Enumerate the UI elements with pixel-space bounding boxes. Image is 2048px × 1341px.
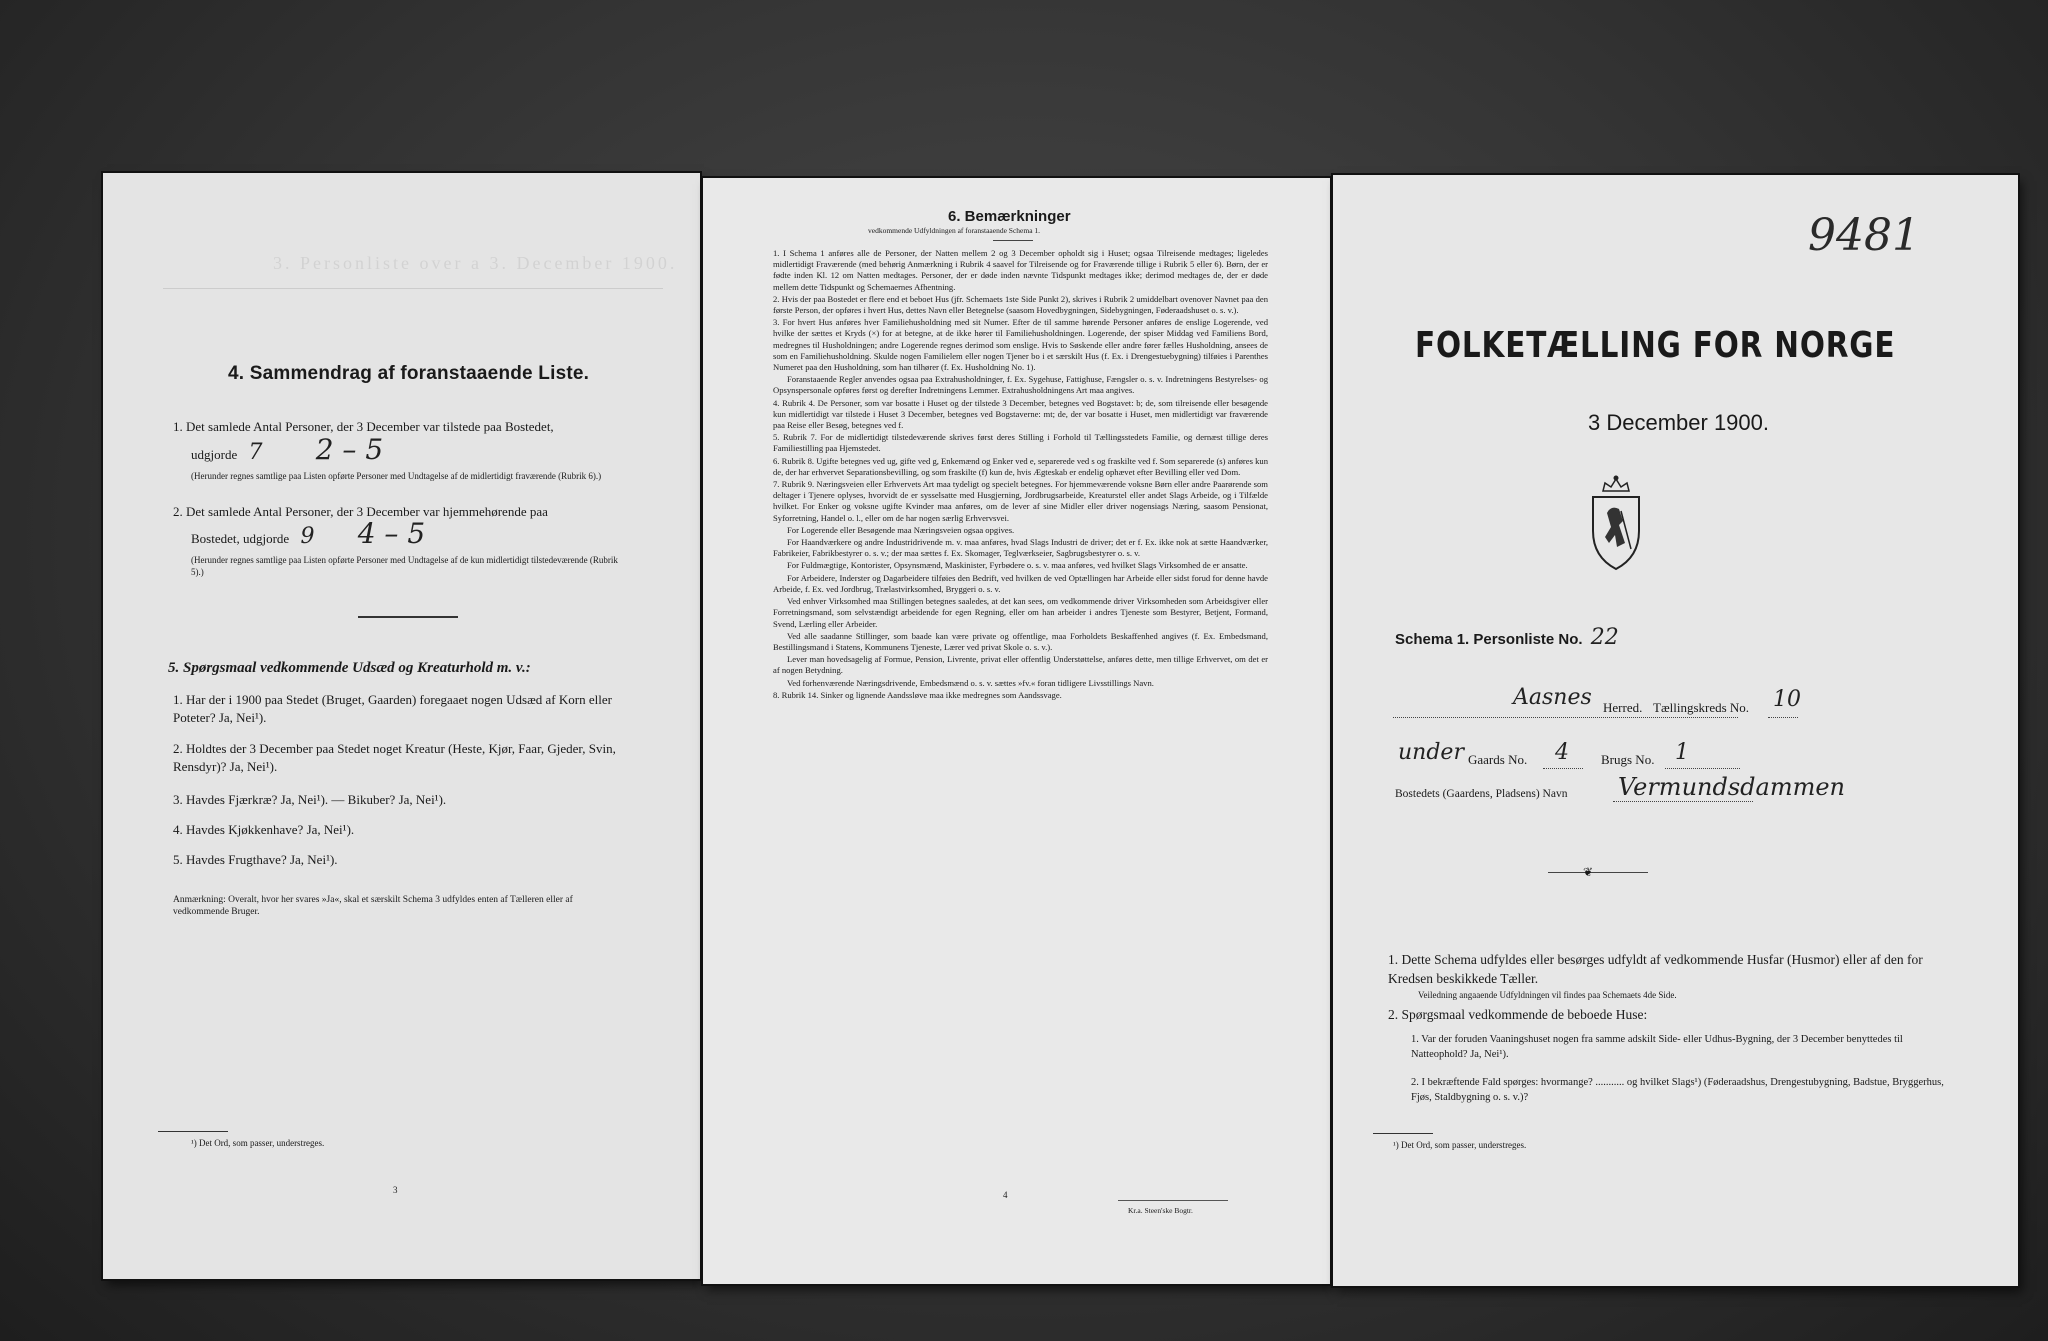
remark-6: 6. Rubrik 8. Ugifte betegnes ved ug, gifte ved g, Enkemænd og Enker ved e, separerede ved s og fraskilte ved f. Som separerede (s) anføres kun de, der har erhvervet Separationsbevilling, og som fraskilte (f) kun de, hvis Ægteskab er endelig ophævet efter Bevilling eller ved Dom. <box>773 455 1268 477</box>
printer-rule <box>1118 1200 1228 1201</box>
faint-rule <box>163 288 663 289</box>
remark-7f: Ved enhver Virksomhed maa Stillingen betegnes saaledes, at det kan sees, om vedkommende driver Virksomheden som Arbeidsgiver eller Forretningsmand, som selvstændigt arbeidende for egen Regning, eller om han arbeider i andres Tjeneste som Bestyrer, Betjent, Formand, Svend, Lærling eller Arbeider. <box>773 596 1268 629</box>
herred-label: Herred. <box>1603 700 1643 715</box>
remark-7g: Ved alle saadanne Stillinger, som baade kan være private og offentlige, maa Forholdets Beskaffenhed angives (f. Ex. Embedsmand, Bestillingsmand i Statens, Kommunens Tjeneste, Lærer ved privat Skole o. s. v.). <box>773 630 1268 652</box>
item2-bostedet: Bostedet, udgjorde 9 4 – 5 <box>191 517 426 550</box>
remark-4: 4. Rubrik 4. De Personer, som var bosatte i Huset og der tilstede 3 December, betegnes ved Bogstavet: b; de, som tilreisende eller besøgende kun midlertidigt var tilstede i Huset 3 December, betegnes ved Bogstaverne: mt; de, der var bosatte i Huset, men midlertidigt var fraværende paa Reise eller Besøg, betegnes ved f. <box>773 397 1268 431</box>
coat-of-arms-icon <box>1581 473 1651 573</box>
section-4-title: 4. Sammendrag af foranstaaende Liste. <box>228 363 590 384</box>
remarks-title: 6. Bemærkninger <box>948 208 1071 225</box>
question-4: 4. Havdes Kjøkkenhave? Ja, Nei¹). <box>173 822 355 837</box>
schema-number: 22 <box>1590 625 1619 650</box>
remark-3b: Foranstaaende Regler anvendes ogsaa paa Extrahusholdninger, f. Ex. Sygehuse, Fattighuse, Fængsler o. s. v. Indretningens Bestyrelses- og Opsynspersonale opføres først og derefter Indretningens Lemmer. Extrahusholdningens Art maa angives. <box>773 374 1268 396</box>
printer-credit: Kr.a. Steen'ske Bogtr. <box>1128 1206 1193 1215</box>
question-5: 5. Havdes Frugthave? Ja, Nei¹). <box>173 852 338 867</box>
remark-7i: Ved forhenværende Næringsdrivende, Embedsmænd o. s. v. sættes »fv.« foran tidligere Livsstillings Navn. <box>787 677 1154 688</box>
remark-7d: For Fuldmægtige, Kontorister, Opsynsmænd, Maskinister, Fyrbødere o. s. v. maa anføres, ved hvilket Slags Virksomhed de er ansatte. <box>787 560 1248 571</box>
page-number-3: 3 <box>393 1185 398 1195</box>
item1-text: 1. Det samlede Antal Personer, der 3 December var tilstede paa Bostedet, <box>173 419 554 434</box>
remark-3: 3. For hvert Hus anføres hver Familiehusholdning med sit Numer. Efter de til samme hørende Personer anføres de enslige Logerende, ved hvilke der sættes et Kryds (×) for at betegne, at de ikke hører til Familiehusholdningen. Logerende, der spiser Middag ved Familiens Bord, medregnes til Husholdningen; andre Logerende regnes derimod som enslige. Hvis to Søskende eller andre fører fælles Husholdning, ansees de som en Familiehusholdning. Skulde nogen Familielem eller nogen Tjener bo i et særskilt Hus (f. Ex. i Drengestuebygning) tilføies i Parenthes Numeret paa den Husholdning, som han tilhører (f. Ex. Husholdning No. 1). <box>773 317 1268 373</box>
page-number-4: 4 <box>1003 1190 1008 1200</box>
question-3: 3. Havdes Fjærkræ? Ja, Nei¹). — Bikuber? Ja, Nei¹). <box>173 792 447 807</box>
schema-line: Schema 1. Personliste No. 22 <box>1395 625 1619 650</box>
remarks-subtitle: vedkommende Udfyldningen af foranstaaende Schema 1. <box>868 226 1041 235</box>
remark-7h: Lever man hovedsagelig af Formue, Pension, Livrente, privat eller offentlig Understøttelse, anføres dette, men tillige Erhvervet, om det er af nogen Betydning. <box>773 654 1268 676</box>
bosted-label: Bostedets (Gaardens, Pladsens) Navn <box>1395 788 1568 800</box>
bleed-through-header: 3. Personliste over a 3. December 1900. <box>273 253 678 273</box>
question-2: 2. Holdtes der 3 December paa Stedet noget Kreatur (Heste, Kjør, Faar, Gjeder, Svin, Rensdyr)? Ja, Nei¹). <box>173 741 616 774</box>
summary-item-2: 2. Det samlede Antal Personer, der 3 December var hjemmehørende paa <box>173 504 548 519</box>
herred-value: Aasnes <box>1513 685 1592 710</box>
item2-handwritten-value: 9 <box>300 524 315 549</box>
item2-note: (Herunder regnes samtlige paa Listen opførte Personer med Undtagelse af de kun midlertidigt tilstedeværende (Rubrik 5).) <box>191 555 618 577</box>
house-question-1: 1. Var der foruden Vaaningshuset nogen fra samme adskilt Side- eller Udhus-Bygning, der 3 December benyttedes til Natteophold? Ja, Nei¹). <box>1411 1034 1903 1060</box>
gaards-value: 4 <box>1555 740 1569 765</box>
question-1: 1. Har der i 1900 paa Stedet (Bruget, Gaarden) foregaaet nogen Udsæd af Korn eller Poteter? Ja, Nei¹). <box>173 692 612 725</box>
kreds-label: Tællingskreds No. <box>1653 700 1750 715</box>
kreds-field <box>1768 697 1798 718</box>
item1-handwritten-value: 7 <box>248 440 263 465</box>
gaards-label: Gaards No. <box>1468 752 1528 767</box>
instruction-1: 1. Dette Schema udfyldes eller besørges udfyldt af vedkommende Husfar (Husmor) eller af den for Kredsen beskikkede Tæller. <box>1388 952 1923 986</box>
item2-handwritten-breakdown: 4 – 5 <box>357 517 426 550</box>
remark-7e: For Arbeidere, Inderster og Dagarbeidere tilføies den Bedrift, ved hvilken de ved Optællingen har Arbeide eller sidst forud for denne havde Arbeide, f. Ex. ved Jordbrug, Trælastvirksomhed, Bryggeri o. s. v. <box>773 572 1268 594</box>
item1-note: (Herunder regnes samtlige paa Listen opførte Personer med Undtagelse af de midlertidigt fraværende (Rubrik 6).) <box>191 471 602 481</box>
item1-handwritten-breakdown: 2 – 5 <box>315 433 384 466</box>
remark-5: 5. Rubrik 7. For de midlertidigt tilstedeværende skrives først deres Stilling i Forhold til Tællingsstedets Familie, og dernæst tillige deres Familiestilling paa Hjemstedet. <box>773 432 1268 454</box>
remark-1: 1. I Schema 1 anføres alle de Personer, der Natten mellem 2 og 3 December opholdt sig i Huset; ogsaa Tilreisende medtages; ligeledes midlertidigt Fraværende (med behørig Anmærkning i Rubrik 4 saavel for Tilreisende og for Fraværende tillige i Rubrik 5 eller 6). Børn, der er fødte inden Kl. 12 om Natten medtages. Personer, der er døde inden nævnte Tidspunkt medtages ikke; derimod medtages de, der er døde mellem dette Tidspunkt og Schemaernes Afhentning. <box>773 248 1268 292</box>
anmerkning-note: Anmærkning: Overalt, hvor her svares »Ja«, skal et særskilt Schema 3 udfyldes enten af Tælleren eller af vedkommende Bruger. <box>173 895 573 917</box>
census-date: 3 December 1900. <box>1588 410 1769 435</box>
remark-7: 7. Rubrik 9. Næringsveien eller Erhvervets Art maa tydeligt og specielt betegnes. For hjemmeværende voksne Børn eller andre Paarørende som deltager i Tjenere oplyses, hvorvidt de er sysselsatte med Husgjerning, Jordbrugsarbeide, Kreaturstel eller andet Slags Arbeide, og i Tilfælde hvilket. For Enker og voksne ugifte Kvinder maa anføres, om de lever af sine Midler eller driver nogensiags Næring, saasom Pensionat, Syforretning, Handel o. l., eller om de har nogen særlig Erhvervsvei. <box>773 479 1268 523</box>
remark-7b: For Logerende eller Besøgende maa Næringsveien ogsaa opgives. <box>787 524 1015 535</box>
house-question-2: 2. I bekræftende Fald spørges: hvormange? ........... og hvilket Slags¹) (Føderaadshus, Drengestubygning, Badstue, Bryggerhus, Fjøs, Staldbygning o. s. v.)? <box>1411 1077 1944 1103</box>
remark-2: 2. Hvis der paa Bostedet er flere end et beboet Hus (jfr. Schemaets 1ste Side Punkt 2), skrives i Rubrik 2 umiddelbart ovenover Navnet paa den første Person, der opføres i hvert Hus, dettes Navn eller Betegnelse (saasom Hovedbygningen, Sidebygningen, Føderaadshuset o. s. v.). <box>773 293 1268 316</box>
ornament-icon: ❦ <box>1583 865 1594 879</box>
item1-udgjorde: udgjorde 7 2 – 5 <box>191 433 384 466</box>
page-4-remarks <box>703 178 1330 1284</box>
footnote-p1: ¹) Det Ord, som passer, understreges. <box>1393 1140 1527 1150</box>
instruction-2: 2. Spørgsmaal vedkommende de beboede Huse: <box>1388 1007 1648 1022</box>
brugs-field <box>1665 750 1740 769</box>
archive-number: 9481 <box>1808 210 1920 261</box>
section-divider <box>358 616 458 618</box>
summary-item-1 <box>173 418 643 436</box>
remark-8: 8. Rubrik 14. Sinker og lignende Aandssløve maa ikke medregnes som Aandssvage. <box>773 689 1062 700</box>
gaards-field <box>1543 750 1583 769</box>
remark-7c: For Haandværkere og andre Industridrivende m. v. maa anføres, hvad Slags Industri de driver; det er f. Ex. ikke nok at sætte Haandværker, Fabrikeier, Fabrikbestyrer o. s. v.; der maa sættes f. Ex. Skomager, Teglværkseier, Sagbrugsbestyrer o. s. v. <box>773 537 1268 559</box>
under-value: under <box>1398 740 1464 765</box>
section-5-title: 5. Spørgsmaal vedkommende Udsæd og Kreaturhold m. v.: <box>168 660 531 676</box>
ornament-rule <box>1548 872 1648 873</box>
page-3-summary <box>103 173 700 1279</box>
footnote-rule-p1 <box>1373 1133 1433 1134</box>
footnote: ¹) Det Ord, som passer, understreges. <box>191 1138 325 1148</box>
brugs-label: Brugs No. <box>1601 752 1655 767</box>
remarks-divider <box>993 240 1033 241</box>
brugs-value: 1 <box>1675 740 1689 765</box>
bosted-value: Vermundsdammen <box>1618 773 1846 801</box>
kreds-value: 10 <box>1773 687 1801 712</box>
bosted-field <box>1613 785 1753 802</box>
page-1-cover <box>1333 175 2018 1286</box>
instruction-1-sub: Veiledning angaaende Udfyldningen vil findes paa Schemaets 4de Side. <box>1418 990 1677 1000</box>
remarks-body <box>773 248 1268 702</box>
footnote-rule <box>158 1131 228 1132</box>
census-title: FOLKETÆLLING FOR NORGE <box>1415 325 1896 366</box>
